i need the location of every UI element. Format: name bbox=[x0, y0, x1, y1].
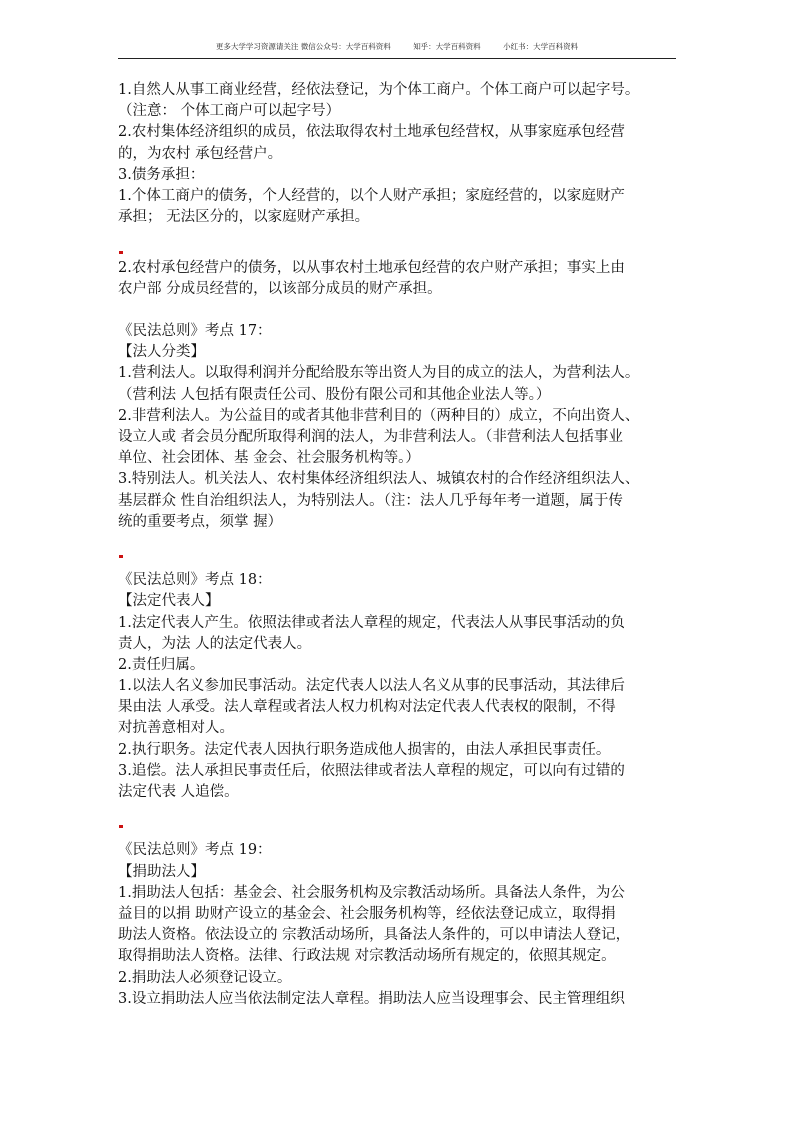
text-line: 的，为农村 承包经营户。 bbox=[118, 145, 283, 162]
text-line: 1.个体工商户的债务，个人经营的，以个人财产承担；家庭经营的，以家庭财产 bbox=[118, 187, 625, 204]
header-zhihu-note: 知乎：大学百科资料 bbox=[413, 42, 481, 51]
text-line: 1.营利法人。以取得利润并分配给股东等出资人为目的成立的法人，为营利法人。 bbox=[118, 365, 640, 382]
text-line: 责人，为法 人的法定代表人。 bbox=[118, 635, 312, 652]
text-line: 对抗善意相对人。 bbox=[118, 720, 234, 737]
blank-line bbox=[118, 803, 678, 824]
text-line: 1.自然人从事工商业经营，经依法登记，为个体工商户。个体工商户可以起字号。 bbox=[118, 82, 640, 98]
text-line: （注意： 个体工商户可以起字号） bbox=[118, 103, 341, 120]
text-line: 2.非营利法人。为公益目的或者其他非营利目的（两种目的）成立，不向出资人、 bbox=[118, 407, 640, 424]
text-line: 2.捐助法人必须登记设立。 bbox=[118, 969, 292, 986]
text-line: 设立人或 者会员分配所取得利润的法人，为非营利法人。（非营利法人包括事业 bbox=[118, 429, 623, 445]
text-line: 2.农村承包经营户的债务，以从事农村土地承包经营的农户财产承担；事实上由 bbox=[118, 259, 625, 276]
section-title-18: 《民法总则》考点 18： bbox=[118, 572, 272, 589]
text-line: 益目的以捐 助财产设立的基金会、社会服务机构等，经依法登记成立，取得捐 bbox=[118, 905, 616, 922]
section-title-17: 《民法总则》考点 17： bbox=[118, 323, 272, 340]
section-title-19: 《民法总则》考点 19： bbox=[118, 842, 272, 859]
text-line: 单位、社会团体、基 金会、社会服务机构等。） bbox=[118, 450, 420, 467]
revision-mark bbox=[118, 554, 678, 562]
text-line: 3.特别法人。机关法人、农村集体经济组织法人、城镇农村的合作经济组织法人、 bbox=[118, 471, 640, 488]
blank-line bbox=[118, 228, 678, 249]
page-header bbox=[118, 40, 676, 59]
text-line: 1.捐助法人包括：基金会、社会服务机构及宗教活动场所。具备法人条件，为公 bbox=[118, 884, 625, 901]
text-line: 助法人资格。依法设立的 宗教活动场所，具备法人条件的，可以申请法人登记， bbox=[118, 927, 631, 944]
document-body bbox=[118, 80, 678, 1010]
revision-mark bbox=[118, 250, 678, 258]
text-line: （营利法 人包括有限责任公司、股份有限公司和其他企业法人等。） bbox=[118, 386, 551, 403]
text-line: 法定代表 人追偿。 bbox=[118, 784, 239, 800]
text-line: 基层群众 性自治组织法人，为特别法人。（注：法人几乎每年考一道题，属于传 bbox=[118, 492, 623, 509]
text-line: 农户部 分成员经营的，以该部分成员的财产承担。 bbox=[118, 280, 442, 297]
section-heading: 【捐助法人】 bbox=[118, 863, 205, 880]
blank-line bbox=[118, 562, 678, 570]
text-line: 取得捐助法人资格。法律、行政法规 对宗教活动场所有规定的，依照其规定。 bbox=[118, 948, 616, 965]
blank-line bbox=[118, 300, 678, 321]
text-line: 3.追偿。法人承担民事责任后，依照法律或者法人章程的规定，可以向有过错的 bbox=[118, 762, 625, 779]
text-line: 统的重要考点，须掌 握） bbox=[118, 513, 283, 530]
text-line: 1.法定代表人产生。依照法律或者法人章程的规定，代表法人从事民事活动的负 bbox=[118, 614, 625, 631]
text-line: 1.以法人名义参加民事活动。法定代表人以法人名义从事的民事活动，其法律后 bbox=[118, 678, 625, 695]
section-heading: 【法人分类】 bbox=[118, 344, 205, 361]
header-xiaohongshu-note: 小红书：大学百科资料 bbox=[503, 42, 579, 51]
text-line: 2.农村集体经济组织的成员，依法取得农村土地承包经营权，从事家庭承包经营 bbox=[118, 124, 625, 141]
text-line: 3.债务承担： bbox=[118, 166, 205, 183]
text-line: 2.执行职务。法定代表人因执行职务造成他人损害的，由法人承担民事责任。 bbox=[118, 741, 611, 758]
section-heading: 【法定代表人】 bbox=[118, 593, 220, 610]
text-line: 承担； 无法区分的，以家庭财产承担。 bbox=[118, 209, 370, 226]
text-line: 3.设立捐助法人应当依法制定法人章程。捐助法人应当设理事会、民主管理组织 bbox=[118, 990, 625, 1007]
text-line: 2.责任归属。 bbox=[118, 656, 205, 673]
revision-mark bbox=[118, 824, 678, 832]
blank-line bbox=[118, 832, 678, 840]
blank-line bbox=[118, 533, 678, 554]
header-wechat-note: 更多大学学习资源请关注 微信公众号：大学百科资料 bbox=[215, 42, 391, 51]
text-line: 果由法 人承受。法人章程或者法人权力机构对法定代表人代表权的限制，不得 bbox=[118, 699, 616, 716]
